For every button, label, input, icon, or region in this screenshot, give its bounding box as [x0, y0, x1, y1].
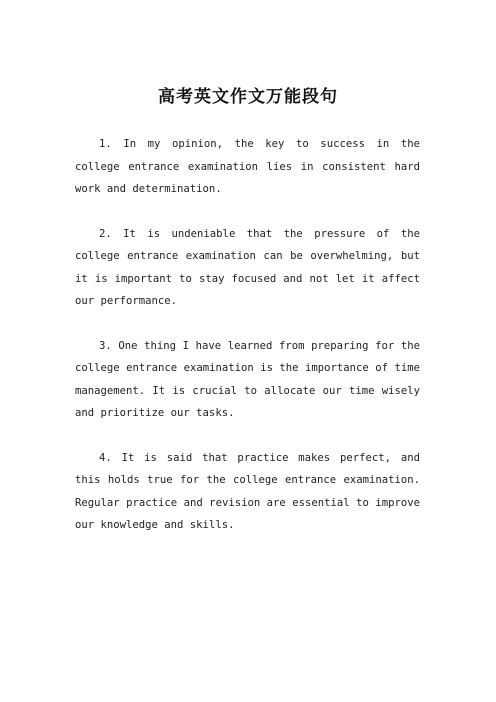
paragraph-4: 4. It is said that practice makes perfect, and this holds true for the college entrance examination. Regular practice and revision are essential to improve our knowledge and skills. — [75, 451, 420, 531]
paragraph-2: 2. It is undeniable that the pressure of the college entrance examination can be overwhelming, but it is important to stay focused and not let it affect our performance. — [75, 227, 420, 307]
document-title: 高考英文作文万能段句 — [158, 87, 338, 107]
paragraph-1: 1. In my opinion, the key to success in the college entrance examination lies in consistent hard work and determination. — [75, 138, 420, 195]
paragraph-3: 3. One thing I have learned from preparing for the college entrance examination is the importance of time management. It is crucial to allocate our time wisely and prioritize our tasks. — [75, 339, 420, 419]
document-body — [75, 133, 420, 559]
